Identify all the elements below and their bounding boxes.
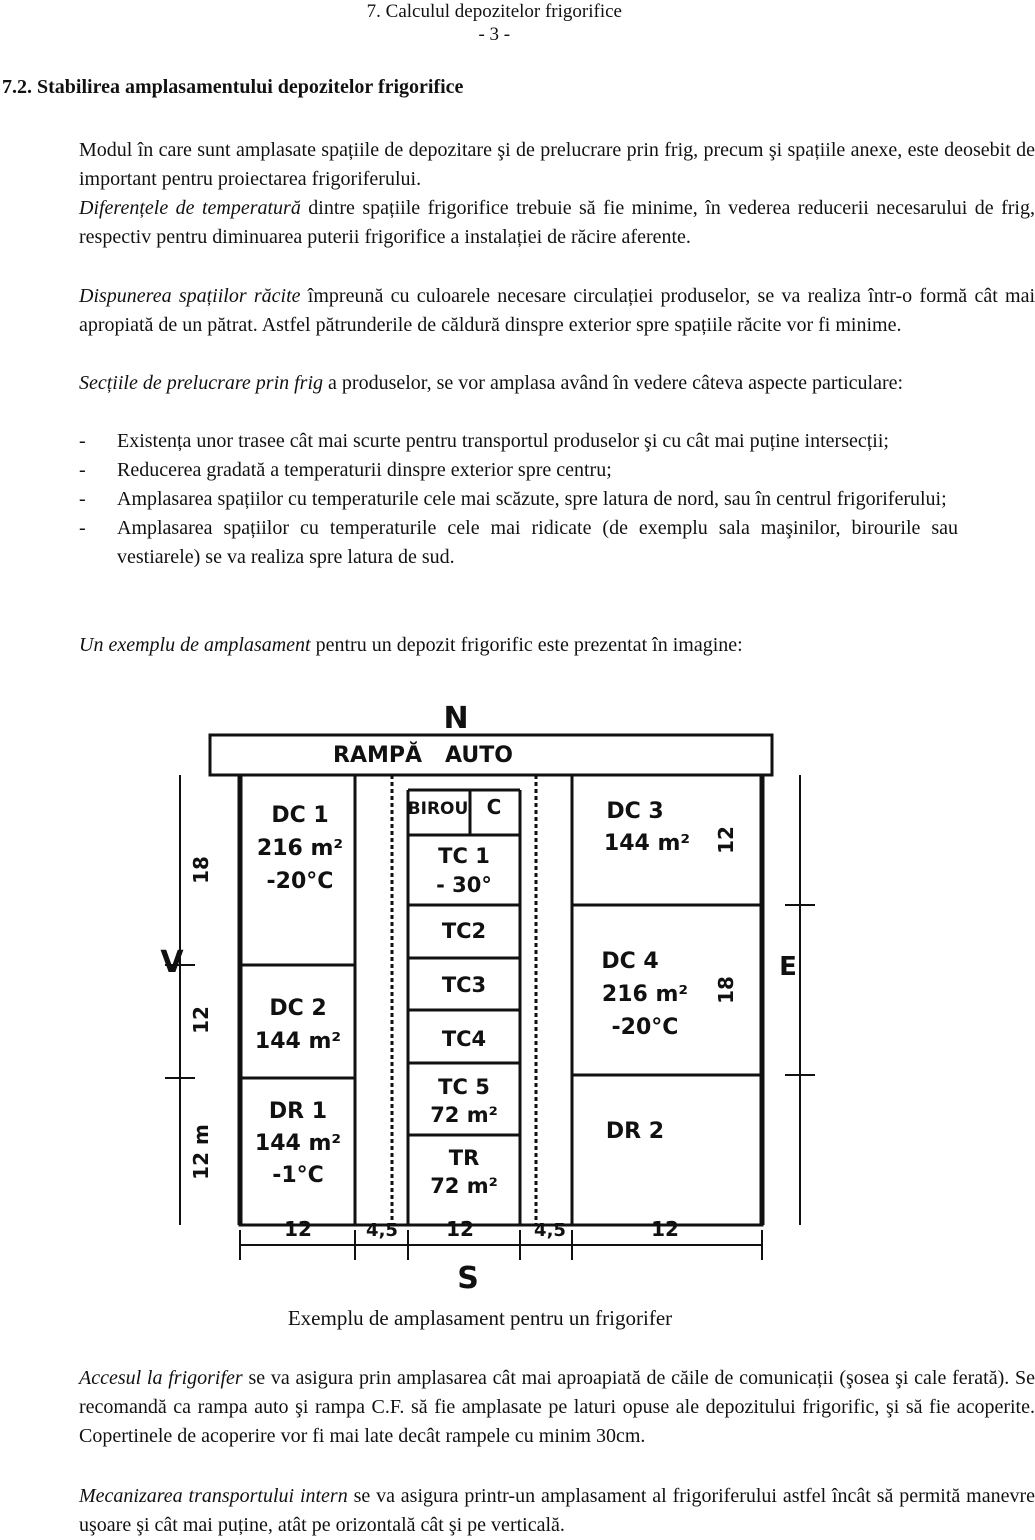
room-dr1-area: 144 m² bbox=[254, 1131, 342, 1156]
east-label: E bbox=[779, 952, 797, 982]
room-tc3: TC3 bbox=[441, 973, 487, 997]
ramp-label: RAMPĂ AUTO bbox=[333, 743, 513, 768]
dim-left-12m: 12 m bbox=[189, 1124, 213, 1180]
dim-bottom-1: 12 bbox=[284, 1217, 312, 1241]
room-dr2: DR 2 bbox=[605, 1119, 665, 1144]
bullet-list bbox=[2, 427, 958, 572]
room-tc2: TC2 bbox=[441, 919, 487, 943]
list-item bbox=[2, 456, 958, 485]
dim-bottom-4: 4,5 bbox=[534, 1220, 566, 1241]
bullet-dash: - bbox=[79, 430, 86, 452]
chapter-title: 7. Calculul depozitelor frigorifice bbox=[366, 1, 622, 22]
list-item bbox=[2, 427, 958, 456]
paragraph-5 bbox=[2, 631, 1035, 660]
room-dc2-area: 144 m² bbox=[254, 1029, 342, 1054]
bullet-dash: - bbox=[79, 459, 86, 481]
page-number: - 3 - bbox=[478, 24, 511, 45]
emphasis: Mecanizarea transportului intern bbox=[79, 1485, 348, 1507]
section-title: 7.2. Stabilirea amplasamentului depozitelor frigorifice bbox=[2, 76, 464, 98]
paragraph-3 bbox=[2, 282, 1035, 340]
list-item-text: Existența unor trasee cât mai scurte pentru transportul produselor şi cu cât mai puține intersecții; bbox=[117, 430, 889, 452]
floor-plan-figure bbox=[120, 690, 840, 1300]
room-birou: BIROU bbox=[407, 799, 469, 819]
running-header bbox=[367, 0, 622, 46]
figure-caption: Exemplu de amplasament pentru un frigorifer bbox=[287, 1306, 673, 1330]
list-item bbox=[2, 514, 958, 572]
room-tc5-name: TC 5 bbox=[438, 1075, 490, 1099]
dim-right-18: 18 bbox=[714, 976, 738, 1004]
emphasis: Dispunerea spațiilor răcite bbox=[79, 285, 301, 307]
room-tr-name: TR bbox=[448, 1146, 480, 1170]
emphasis: Secțiile de prelucrare prin frig bbox=[79, 372, 324, 394]
room-dr1-name: DR 1 bbox=[268, 1099, 328, 1124]
dim-bottom-5: 12 bbox=[651, 1217, 679, 1241]
paragraph-1: Modul în care sunt amplasate spațiile de depozitare şi de prelucrare prin frig, precum şi spațiile anexe, este deosebit de important pentru proiectarea frigoriferului. bbox=[79, 139, 1035, 190]
emphasis: Diferențele de temperatură bbox=[79, 197, 301, 219]
room-tc1-temp: - 30° bbox=[436, 873, 492, 897]
dim-bottom-3: 12 bbox=[446, 1217, 474, 1241]
south-label: S bbox=[457, 1261, 479, 1296]
room-tc5-area: 72 m² bbox=[430, 1103, 498, 1127]
dim-bottom-2: 4,5 bbox=[366, 1220, 398, 1241]
west-label: V bbox=[160, 945, 184, 980]
paragraph-text: se va asigura printr-un amplasament al frigoriferului astfel încât să permită manevre uşoare şi cât mai puține, atât pe orizontală cât şi pe verticală. bbox=[79, 1485, 1035, 1536]
room-c: C bbox=[486, 795, 502, 819]
dim-left-12: 12 bbox=[189, 1006, 213, 1034]
paragraph-4 bbox=[2, 369, 1035, 398]
emphasis: Accesul la frigorifer bbox=[79, 1367, 243, 1389]
room-dc3-name: DC 3 bbox=[606, 799, 664, 824]
list-item-text: Amplasarea spațiilor cu temperaturile cele mai scăzute, spre latura de nord, sau în centrul frigoriferului; bbox=[117, 488, 947, 510]
list-item-text: Amplasarea spațiilor cu temperaturile cele mai ridicate (de exemplu sala maşinilor, birourile sau vestiarele) se va realiza spre latura de sud. bbox=[117, 517, 958, 568]
room-dc3-area: 144 m² bbox=[603, 831, 691, 856]
list-item bbox=[2, 485, 958, 514]
room-tc1-name: TC 1 bbox=[438, 844, 490, 868]
room-dc1-name: DC 1 bbox=[271, 803, 329, 828]
room-dc4-name: DC 4 bbox=[601, 949, 659, 974]
room-tr-area: 72 m² bbox=[430, 1174, 498, 1198]
emphasis: Un exemplu de amplasament bbox=[79, 634, 311, 656]
room-dc4-temp: -20°C bbox=[611, 1015, 679, 1040]
north-label: N bbox=[443, 701, 469, 736]
bullet-dash: - bbox=[79, 517, 86, 539]
paragraph-text: a produselor, se vor amplasa având în vedere câteva aspecte particulare: bbox=[323, 372, 904, 394]
paragraph-2 bbox=[2, 194, 1035, 252]
bullet-dash: - bbox=[79, 488, 86, 510]
dim-left-18: 18 bbox=[189, 856, 213, 884]
paragraph-text: împreună cu culoarele necesare circulației produselor, se va realiza într-o formă cât mai apropiată de un pătrat. Astfel pătrunderile de căldură dinspre exterior spre spațiile răcite vor fi minime. bbox=[79, 285, 1035, 336]
room-dc1-temp: -20°C bbox=[266, 869, 334, 894]
room-tc4: TC4 bbox=[441, 1027, 487, 1051]
paragraph-text: dintre spațiile frigorifice trebuie să fie minime, în vederea reducerii necesarului de frig, respectiv pentru diminuarea puterii frigorifice a instalației de răcire aferente. bbox=[79, 197, 1035, 248]
room-dc1-area: 216 m² bbox=[256, 836, 344, 861]
paragraph-text: se va asigura prin amplasarea cât mai aproapiată de căile de comunicații (şosea şi cale ferată). Se recomandă ca rampa auto şi rampa C.F. să fie amplasate pe laturi opuse ale depozitului frigorific, şi să fie acoperite. Copertinele de acoperire vor fi mai late decât rampele cu minim 30cm. bbox=[79, 1367, 1035, 1447]
paragraph-6 bbox=[2, 1364, 1035, 1451]
dim-right-12: 12 bbox=[714, 826, 738, 854]
room-dc4-area: 216 m² bbox=[601, 982, 689, 1007]
room-dc2-name: DC 2 bbox=[269, 996, 327, 1021]
room-dr1-temp: -1°C bbox=[272, 1163, 324, 1188]
paragraph-text: pentru un depozit frigorific este prezentat în imagine: bbox=[310, 634, 743, 656]
paragraph-7 bbox=[2, 1482, 1035, 1540]
list-item-text: Reducerea gradată a temperaturii dinspre exterior spre centru; bbox=[117, 459, 612, 481]
